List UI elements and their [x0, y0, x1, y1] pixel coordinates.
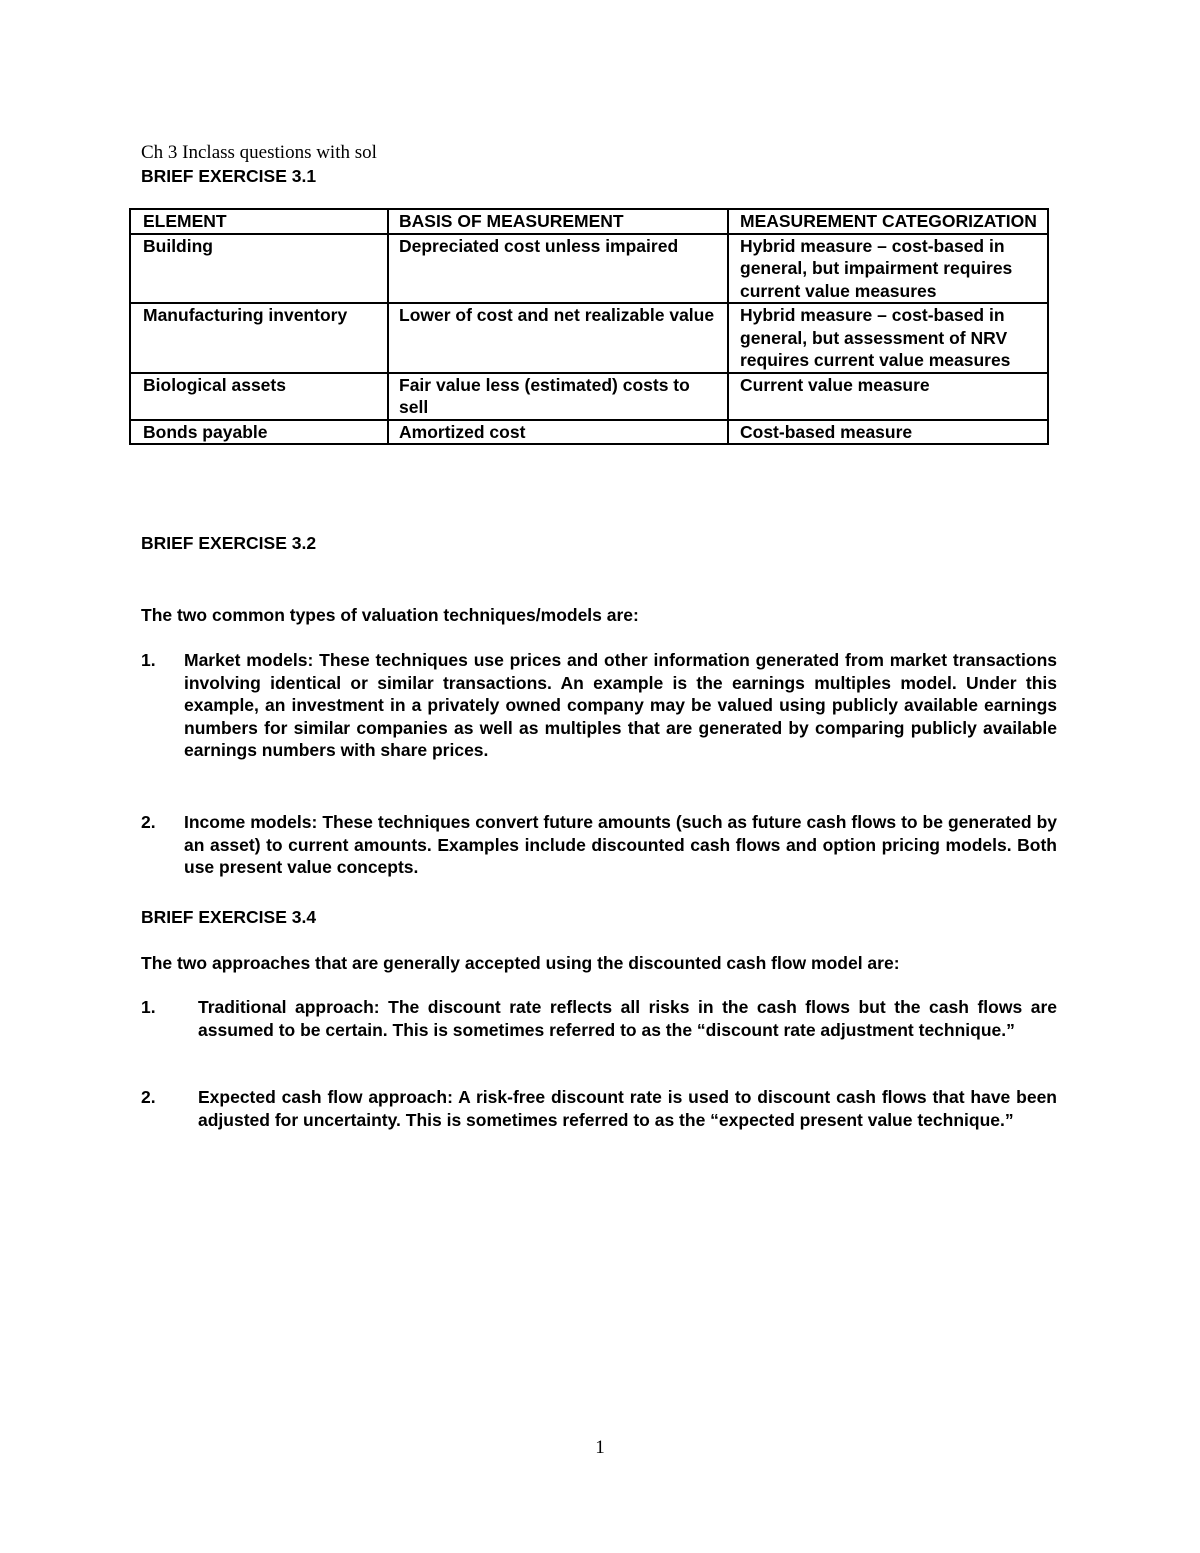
table-cell: Amortized cost [388, 420, 728, 445]
table-cell: Depreciated cost unless impaired [388, 234, 728, 304]
table-cell: Manufacturing inventory [130, 303, 388, 373]
table-row [130, 234, 1048, 304]
exercise-3-2-heading: BRIEF EXERCISE 3.2 [141, 533, 317, 553]
table-cell: Cost-based measure [728, 420, 1048, 445]
table-cell: Building [130, 234, 388, 304]
list-item-number: 2. [141, 1087, 156, 1107]
exercise-3-2-intro: The two common types of valuation techniques/models are: [141, 605, 639, 625]
table-cell: Fair value less (estimated) costs to sell [388, 373, 728, 420]
list-item-number: 1. [141, 650, 156, 670]
table-header-row [130, 209, 1048, 234]
table-row [130, 303, 1048, 373]
table-cell: Hybrid measure – cost-based in general, but impairment requires current value measures [728, 234, 1048, 304]
exercise-3-1-heading: BRIEF EXERCISE 3.1 [141, 166, 317, 186]
measurement-table [129, 208, 1049, 445]
page-number: 1 [595, 1437, 605, 1458]
exercise-3-4-heading: BRIEF EXERCISE 3.4 [141, 907, 317, 927]
table-cell: Bonds payable [130, 420, 388, 445]
table-header-cell: BASIS OF MEASUREMENT [388, 209, 728, 234]
table-header-cell: ELEMENT [130, 209, 388, 234]
table-row [130, 420, 1048, 445]
exercise-3-4-intro: The two approaches that are generally accepted using the discounted cash flow model are: [141, 953, 900, 973]
list-item-text: Traditional approach: The discount rate reflects all risks in the cash flows but the cash flows are assumed to be certain. This is sometimes referred to as the “discount rate adjustment technique.” [198, 997, 1057, 1040]
list-item-text: Expected cash flow approach: A risk-free discount rate is used to discount cash flows that have been adjusted for uncertainty. This is sometimes referred to as the “expected present value technique.” [198, 1087, 1057, 1130]
list-item-text: Income models: These techniques convert future amounts (such as future cash flows to be generated by an asset) to current amounts. Examples include discounted cash flows and option pricing models. Both use present value concepts. [184, 812, 1057, 878]
list-item-text: Market models: These techniques use prices and other information generated from market transactions involving identical or similar transactions. An example is the earnings multiples model. Under this example, an investment in a privately owned company may be valued using publicly available earnings numbers for similar companies as well as multiples that are generated by comparing publicly available earnings numbers with share prices. [184, 650, 1057, 761]
table-header-cell: MEASUREMENT CATEGORIZATION [728, 209, 1048, 234]
list-item-number: 1. [141, 997, 156, 1017]
document-title: Ch 3 Inclass questions with sol [141, 142, 377, 163]
list-item-number: 2. [141, 812, 156, 832]
table-cell: Biological assets [130, 373, 388, 420]
table-cell: Lower of cost and net realizable value [388, 303, 728, 373]
table-cell: Hybrid measure – cost-based in general, but assessment of NRV requires current value measures [728, 303, 1048, 373]
table-row [130, 373, 1048, 420]
table-cell: Current value measure [728, 373, 1048, 420]
